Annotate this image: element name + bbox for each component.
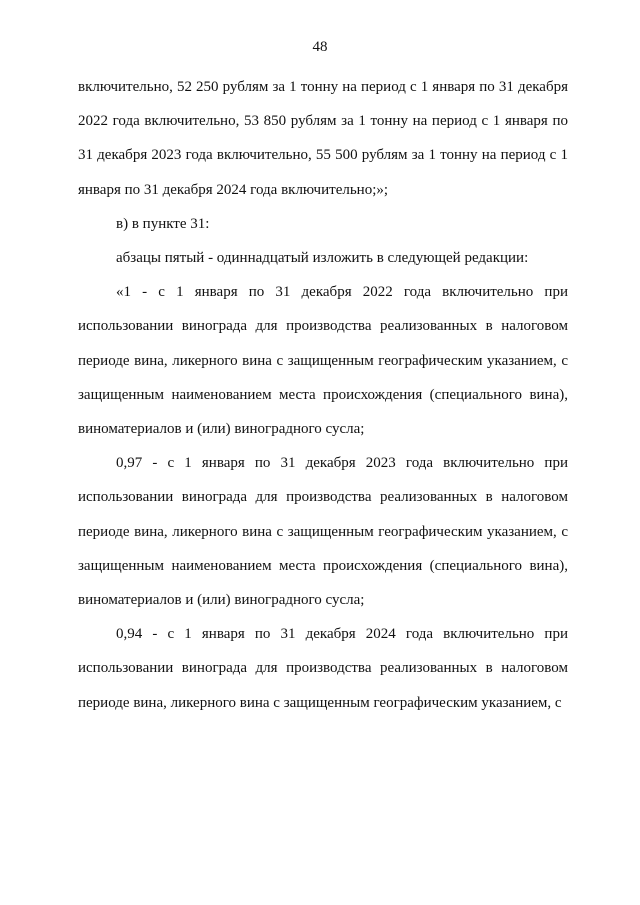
- paragraph-continuation: включительно, 52 250 рублям за 1 тонну на период с 1 января по 31 декабря 2022 года включительно, 53 850 рублям за 1 тонну на период с 1 января по 31 декабря 2023 года включительно, 55 500 рублям за 1 тонну на период с 1 января по 31 декабря 2024 года включительно;»;: [78, 79, 568, 198]
- paragraph-coefficient-2022: «1 - с 1 января по 31 декабря 2022 года включительно при использовании винограда для производства реализованных в налоговом периоде вина, ликерного вина с защищенным географическим указанием, с защищенным наименованием места происхождения (специального вина), виноматериалов и (или) виноградного сусла;: [78, 284, 568, 438]
- paragraph-amendment-intro: абзацы пятый - одиннадцатый изложить в следующей редакции:: [116, 250, 529, 267]
- paragraph-coefficient-2024: 0,94 - с 1 января по 31 декабря 2024 года включительно при использовании винограда для производства реализованных в налоговом периоде вина, ликерного вина с защищенным географическим указанием, с: [78, 626, 568, 711]
- page-number: 48: [312, 39, 328, 55]
- document-body: [78, 70, 568, 720]
- paragraph-coefficient-2023: 0,97 - с 1 января по 31 декабря 2023 года включительно при использовании винограда для производства реализованных в налоговом периоде вина, ликерного вина с защищенным географическим указанием, с защищенным наименованием места происхождения (специального вина), виноматериалов и (или) виноградного сусла;: [78, 455, 568, 609]
- paragraph-subpoint-v: в) в пункте 31:: [116, 215, 210, 232]
